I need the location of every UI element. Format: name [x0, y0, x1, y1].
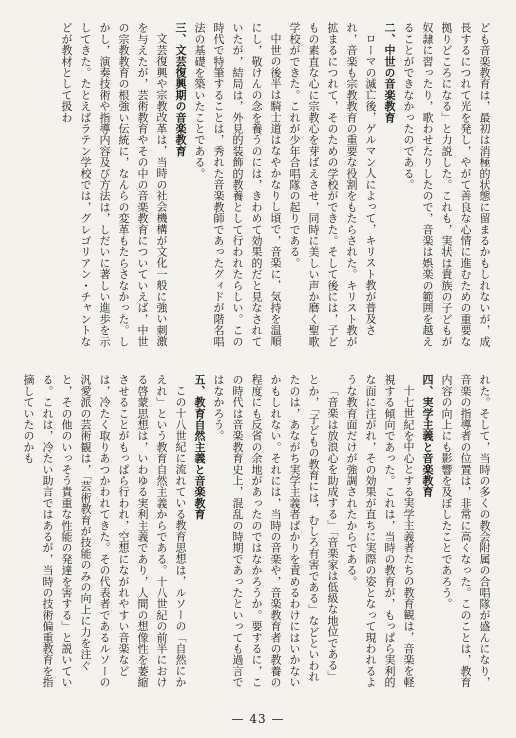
paragraph: れた。そして，当時の多くの教会附属の合唱隊が盛んになり，音楽の指導者の位置は，非常に高くなった。このことは，教育内容の向上にも影響を及ぼしたことであろう。 — [440, 374, 491, 688]
page-number: — 43 — — [231, 712, 285, 726]
lower-text-block — [22, 374, 494, 692]
paragraph: 中世の後半は騎士道はなやかなりし頃で，音楽に，気持を温順にし，敬けんの念を養うのには，きわめて効果的だと見なされていたが，結局は，外見的装飾的教養として行われたらしい。この時代で特筆することは，秀れた音楽教師であったグィドが階名唱法の基礎を築いたことである。 — [193, 22, 282, 347]
section-heading: 四、実学主義と音楽教育 — [421, 374, 434, 498]
paragraph: 文芸復興や宗教改革は，当時の社会機構が文化一般に強い刺激を与えたが，芸術教育やその中の音楽教育についていえば，中世の宗教教育の根強い伝統に，なんらの変革もたらさなかった。しかし，演奏技術や指導内容及び方法は，しだいに著しい進歩を示してきた。たとえばラテン学校では，グレゴリアン・チャントなどが教材として扱わ — [60, 22, 168, 347]
paragraph: 十七世紀を中心とする実学主義者たちの教育観は，音楽を軽視する傾向であった。これは，当時の教育が，もっぱら実利的な面に注がれ，その効果が直ちに実際の姿となって現われるような教育面だけが強調されたからである。 — [345, 374, 415, 688]
paragraph: ローマの滅亡後，ゲルマン人によって，キリスト教が普及され，音楽も宗教教育の重要な役割をもたらされた。キリスト教が拡まるにつれて，そのための学校ができた。そして後には，子どもの素直な心に宗教心を芽ばえさせ，同時に美しい声か磨く聖歌学校ができた。これが少年合唱隊の起りである。 — [288, 22, 377, 347]
section-heading: 三、文芸復興期の音楽教育 — [174, 22, 187, 157]
section-heading: 二、中世の音楽教育 — [383, 22, 396, 123]
section-heading: 五、教育自然主義と音楽教育 — [193, 374, 206, 520]
paragraph: 「音楽は放浪心を助成する」「音楽家は低級な地位である」とか，「子どもの教育には，むしろ有害である」などといわれたのは，あながち実学主義者ばかりを責めるわけにはいかないかもしれない。それには，当時の音楽や，音楽教育者の教養の程度にも反省の余地があったのではなかろうか。要するに，この時代は音楽教育史上，混乱の時期であったといっても過言ではなかろう。 — [212, 374, 339, 688]
upper-text-block — [22, 22, 494, 352]
paragraph: この十八世紀に流れている教育思想は，ルソーの「自然にかえれ」という教育自然主義からである。十八世紀の前半における啓蒙思想は，いわゆる実利主義であり，人間の想像性を萎縮させることがもっぱら行われ，空想にながれやすい音楽などは，冷たく取りあつかわれてきた。その代表者であるルソーの汎愛派の芸術観は，「芸術教育が技能のみの向上に力を注ぐと，その他のいっそう貴重な性能の発達を害する」と説いている。これは，冷たい助言ではあるが，当時の技術偏重教育を指摘していたのかも — [22, 374, 187, 688]
paragraph: ども音楽教育は，最初は消極的状態に留まるかもしれないが，成長するにつれて光を発し，やがて善良な心情に進むための重要な拠りどころになる」と力説した。これも，実状は貴族の子どもが奴隷に習ったり，歌わせたりしたので，音楽は娯楽の範囲を越えることができなかったのである。 — [402, 22, 491, 347]
